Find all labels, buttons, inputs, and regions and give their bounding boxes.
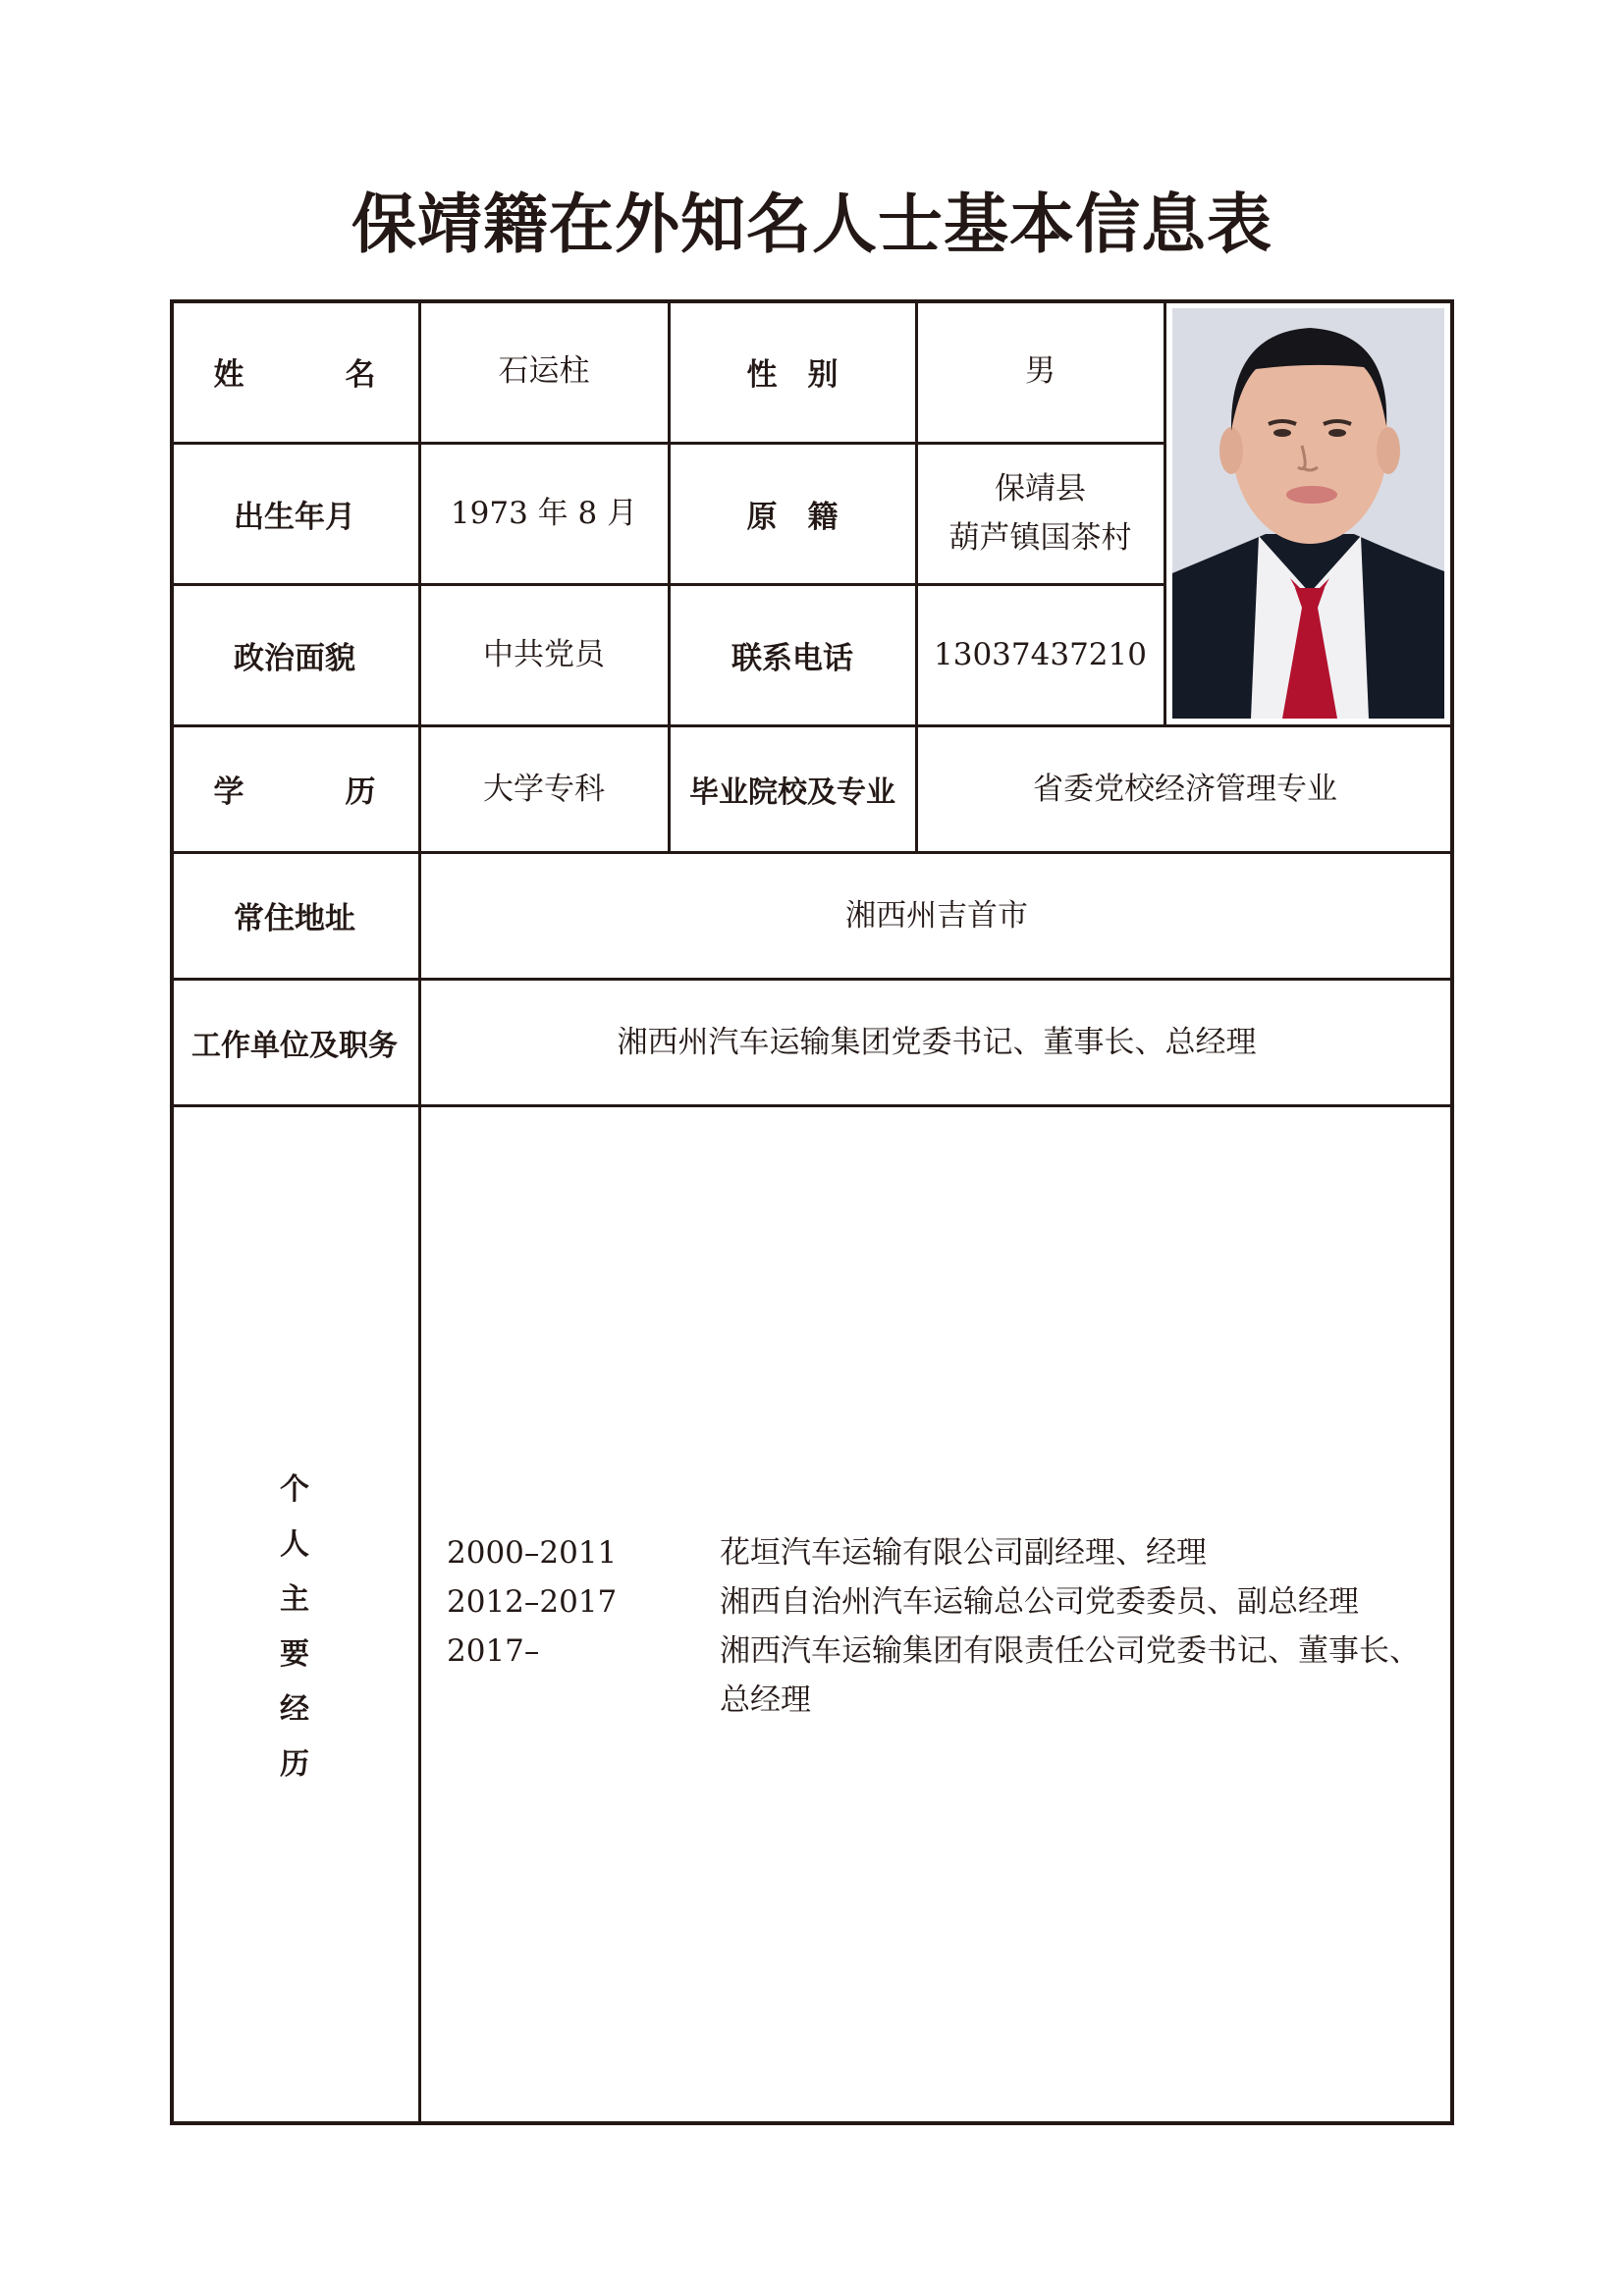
experience-period: 2017–	[447, 1633, 540, 1669]
value-school: 省委党校经济管理专业	[1033, 771, 1337, 807]
list-item	[447, 1577, 1438, 1627]
value-gender: 男	[1025, 353, 1056, 389]
value-birth: 1973 年 8 月	[450, 496, 638, 531]
value-name: 石运柱	[498, 353, 590, 389]
experience-period: 2000–2011	[447, 1535, 618, 1571]
list-item	[447, 1528, 1438, 1577]
label-school: 毕业院校及专业	[689, 774, 895, 810]
value-work: 湘西州汽车运输集团党委书记、董事长、总经理	[617, 1024, 1257, 1060]
value-origin: 保靖县 葫芦镇国茶村	[948, 471, 1132, 556]
page-title: 保靖籍在外知名人士基本信息表	[352, 186, 1272, 262]
experience-period: 2012–2017	[447, 1584, 618, 1620]
value-education: 大学专科	[483, 771, 605, 807]
label-address: 常住地址	[234, 901, 355, 936]
list-item	[447, 1627, 1438, 1725]
label-origin: 原 籍	[746, 499, 839, 535]
label-education: 学 历	[213, 774, 411, 810]
experience-desc: 花垣汽车运输有限公司副经理、经理	[720, 1535, 1207, 1571]
experience-list	[447, 1528, 1438, 1725]
value-address: 湘西州吉首市	[845, 897, 1028, 934]
label-experience: 个 人 主 要 经 历	[280, 1472, 309, 1782]
experience-desc: 湘西自治州汽车运输总公司党委委员、副总经理	[720, 1584, 1359, 1620]
label-birth: 出生年月	[234, 499, 355, 535]
portrait-photo	[1172, 308, 1444, 719]
experience-desc: 湘西汽车运输集团有限责任公司党委书记、董事长、总经理	[720, 1633, 1420, 1718]
person-portrait-icon	[1172, 308, 1444, 719]
label-phone: 联系电话	[731, 640, 853, 676]
label-work: 工作单位及职务	[191, 1028, 398, 1063]
label-political: 政治面貌	[234, 640, 355, 676]
label-gender: 性 别	[746, 356, 839, 393]
label-name: 姓 名	[213, 356, 411, 393]
value-political: 中共党员	[483, 637, 605, 672]
value-phone: 13037437210	[934, 637, 1147, 672]
